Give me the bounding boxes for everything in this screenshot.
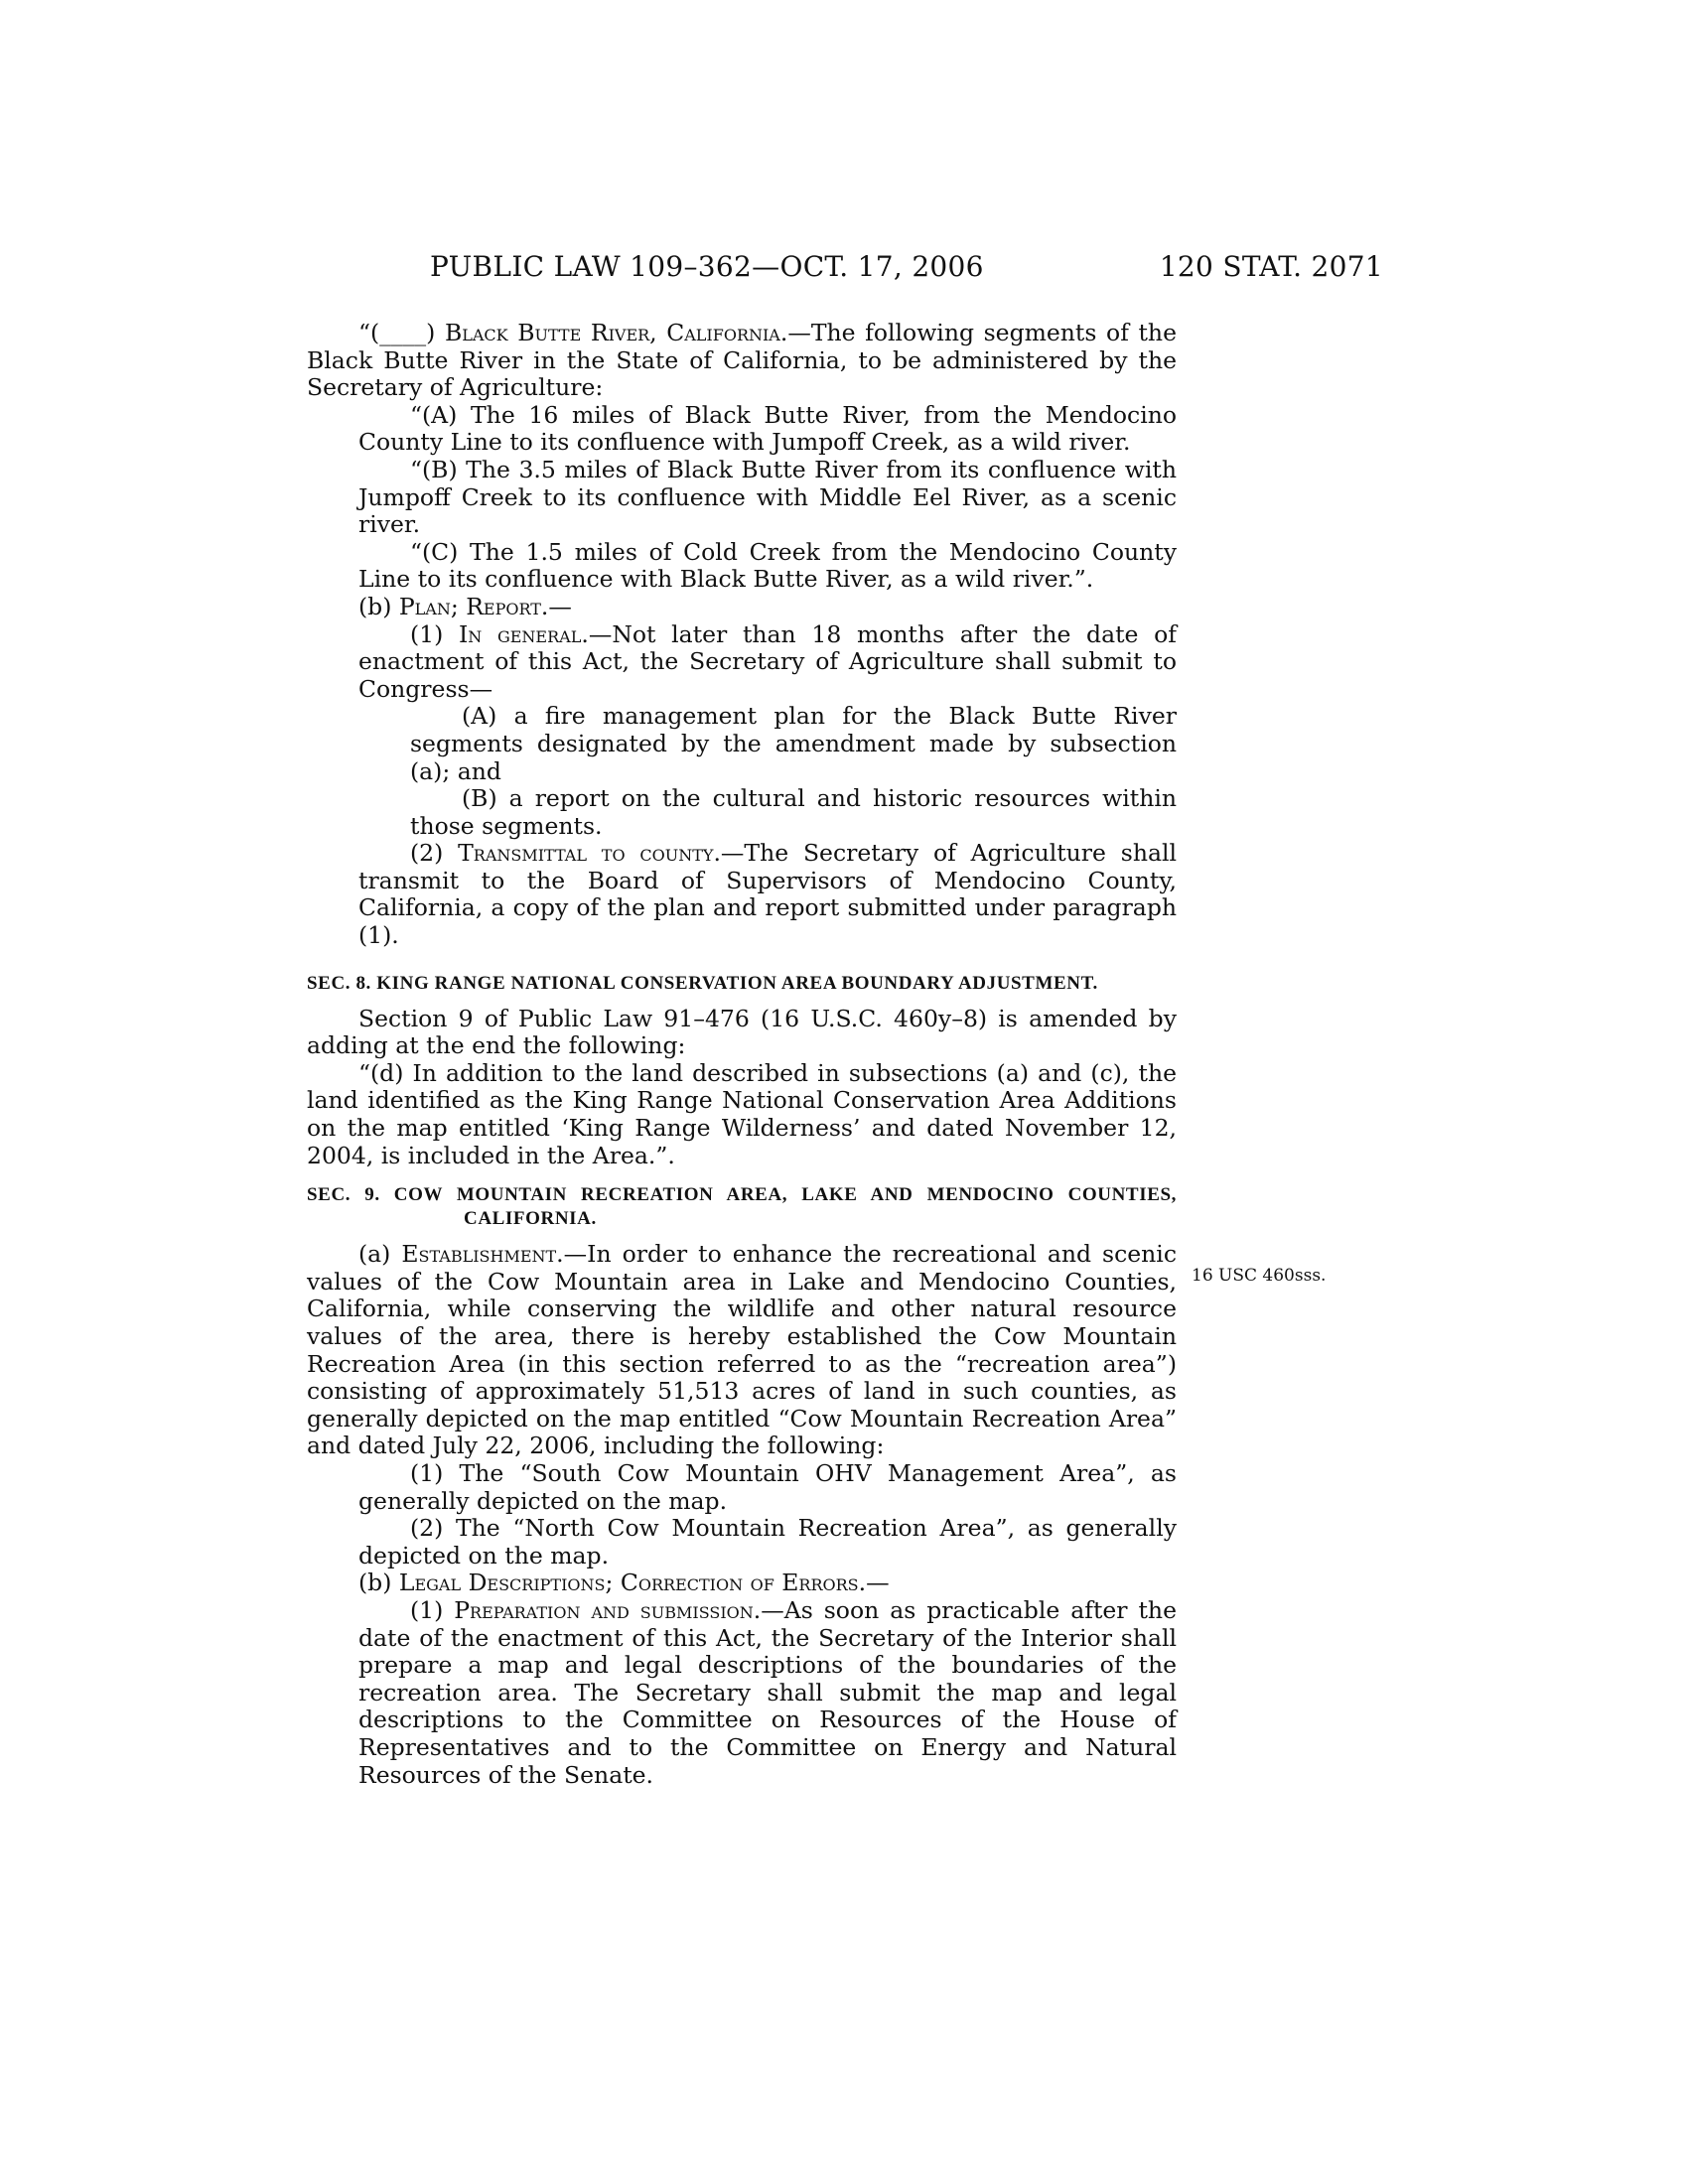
subsection-b-plan-report: (b) Plan; Report.—	[358, 592, 572, 620]
paragraph-2-transmittal: (2) Transmittal to county.—The Secretary of Agriculture shall transmit to the Board of Supervisors of Mendocino County, California, a copy of the plan and report submitted under paragraph (1).	[358, 839, 1177, 950]
paragraph-heading: Transmittal to county.	[458, 839, 721, 868]
paragraph-1-in-general: (1) In general.—Not later than 18 months after the date of enactment of this Act, the Secretary of Agriculture shall submit to Congress—	[358, 619, 1177, 703]
subparagraph-a: “(A) The 16 miles of Black Butte River, from the Mendocino County Line to its confluence with Jumpoff Creek, as a wild river.	[358, 400, 1177, 457]
paragraph-2-north-cow-mountain: (2) The “North Cow Mountain Recreation Area”, as generally depicted on the map.	[358, 1514, 1177, 1570]
item-b-report: (B) a report on the cultural and historic resources within those segments.	[410, 784, 1177, 840]
margin-citation-note: 16 USC 460sss.	[1192, 1266, 1327, 1286]
paragraph-1-preparation-submission: (1) Preparation and submission.—As soon as practicable after the date of the enactment of this Act, the Secretary of the Interior shall prepare a map and legal descriptions of the boundaries of the recreation area. The Secretary shall submit the map and legal descriptions to the Committee on Resources of the House of Representatives and to the Committee on Energy and Natural Resources of the Senate.	[358, 1595, 1177, 1789]
subsection-heading: Plan; Report.	[398, 592, 549, 620]
document-body	[307, 320, 1177, 1789]
section-8-heading: SEC. 8. KING RANGE NATIONAL CONSERVATION AREA BOUNDARY ADJUSTMENT.	[307, 972, 1098, 994]
subsection-heading: Establishment.	[401, 1240, 564, 1269]
section-heading-inline: Black Butte River, California.	[444, 319, 788, 346]
statute-page-number: 120 STAT. 2071	[1159, 250, 1383, 283]
subsection-b-legal-descriptions: (b) Legal Descriptions; Correction of Errors.—	[358, 1569, 890, 1597]
subsection-heading: Legal Descriptions; Correction of Errors.	[398, 1569, 867, 1597]
page-header	[430, 250, 1383, 290]
paragraph-black-butte-river: “(____) Black Butte River, California.—The following segments of the Black Butte River in the State of California, to be administered by the Secretary of Agriculture:	[307, 319, 1177, 402]
section-8-subsection-d: “(d) In addition to the land described in subsections (a) and (c), the land identified as the King Range National Conservation Area Additions on the map entitled ‘King Range Wilderness’ and dated November 12, 2004, is included in the Area.”.	[307, 1058, 1177, 1169]
subparagraph-b: “(B) The 3.5 miles of Black Butte River from its confluence with Jumpoff Creek to its confluence with Middle Eel River, as a scenic river.	[358, 455, 1177, 539]
paragraph-heading: Preparation and submission.	[454, 1595, 762, 1624]
item-a-fire-plan: (A) a fire management plan for the Black Butte River segments designated by the amendment made by subsection (a); and	[410, 702, 1177, 785]
paragraph-1-south-cow-mountain: (1) The “South Cow Mountain OHV Management Area”, as generally depicted on the map.	[358, 1458, 1177, 1515]
running-head-title: PUBLIC LAW 109–362—OCT. 17, 2006	[430, 250, 984, 283]
subparagraph-c: “(C) The 1.5 miles of Cold Creek from the Mendocino County Line to its confluence with Black Butte River, as a wild river.”.	[358, 537, 1177, 594]
subsection-a-establishment: (a) Establishment.—In order to enhance the recreational and scenic values of the Cow Mountain area in Lake and Mendocino Counties, California, while conserving the wildlife and other natural resource values of the area, there is hereby established the Cow Mountain Recreation Area (in this section referred to as the “recreation area”) consisting of approximately 51,513 acres of land in such counties, as generally depicted on the map entitled “Cow Mountain Recreation Area” and dated July 22, 2006, including the following:	[307, 1240, 1177, 1460]
section-8-body: Section 9 of Public Law 91–476 (16 U.S.C. 460y–8) is amended by adding at the end the following:	[307, 1004, 1177, 1060]
paragraph-heading: In general.	[458, 619, 589, 648]
section-9-heading: SEC. 9. COW MOUNTAIN RECREATION AREA, LAKE AND MENDOCINO COUNTIES, CALIFORNIA.	[307, 1184, 1177, 1230]
